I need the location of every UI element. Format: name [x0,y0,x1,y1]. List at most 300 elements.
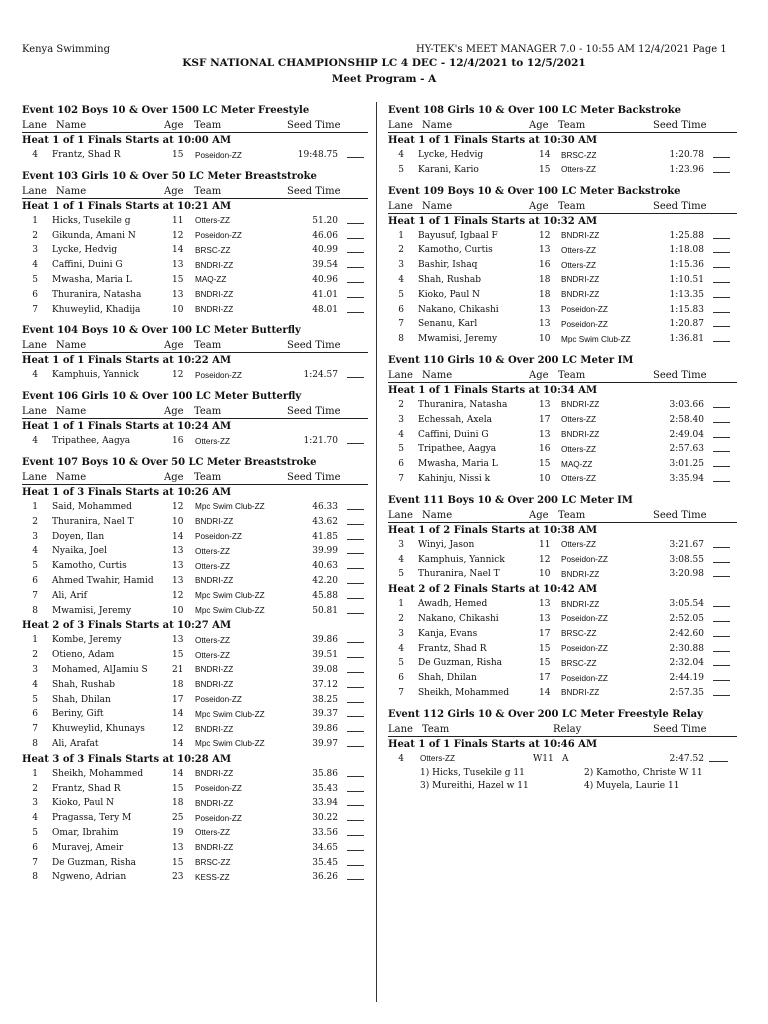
swimmer-name: Lycke, Hedvig [418,150,484,160]
swimmer-row [22,258,368,273]
team: Poseidon-ZZ [561,319,608,329]
team: BNDRI-ZZ [561,400,600,410]
column-header [22,185,368,199]
seed-time: 3:35.94 [669,473,704,484]
result-blank [347,731,364,732]
swimmer-row [22,515,368,530]
lane: 3 [398,539,404,550]
relay-swimmer: 4) Muyela, Laurie 11 [584,780,680,791]
swimmer-row [388,442,737,457]
column-header [388,200,737,214]
seed-time: 1:20.87 [669,319,704,330]
team: BNDRI-ZZ [195,290,234,300]
lane: 4 [32,436,38,447]
swimmer-name: Otieno, Adam [52,650,115,661]
age: 12 [172,501,184,512]
swimmer-row [22,148,368,163]
seed-time: 39.86 [312,724,338,735]
event-block [22,456,368,885]
age: 13 [172,575,184,586]
swimmer-name: Said, Mohammed [52,501,132,512]
age: 13 [539,245,551,256]
column-header [22,119,368,133]
swimmer-name: Karani, Kario [418,164,479,175]
event-block [22,104,368,163]
team: MAQ-ZZ [195,275,227,285]
result-blank [713,680,730,681]
lane: 4 [32,150,38,160]
team: BNDRI-ZZ [195,665,234,675]
column-header [388,723,737,737]
swimmer-row [22,589,368,604]
age: 14 [172,245,184,256]
lane: 1 [32,215,38,226]
lane-label: Lane [388,200,413,212]
age: 25 [172,813,184,824]
age: 19 [172,827,184,838]
seed-time: 2:52.05 [669,613,704,624]
result-blank [347,598,364,599]
lane: 5 [398,569,404,580]
age: 11 [172,215,184,226]
lane: 6 [398,673,404,684]
lane: 2 [398,399,404,410]
name-label: Name [422,369,453,381]
lane-label: Lane [22,471,47,483]
swimmer-row [388,148,737,163]
age: 21 [172,664,184,675]
lane: 4 [32,813,38,824]
heat-label: Heat 1 of 1 Finals Starts at 10:24 AM [22,421,232,433]
swimmer-row [388,398,737,413]
result-blank [347,850,364,851]
lane: 3 [398,260,404,271]
result-blank [347,157,364,158]
swimmer-row [22,559,368,574]
seed-label: Seed Time [653,723,707,735]
swimmer-row [22,633,368,648]
lane: 6 [32,289,38,300]
seed-time: 35.43 [312,783,338,794]
swimmer-name: De Guzman, Risha [418,658,502,669]
seed-time: 46.06 [312,230,338,241]
result-blank [347,716,364,717]
team: Mpc Swim Club-ZZ [195,709,265,719]
team: KESS-ZZ [195,872,230,882]
seed-time: 39.86 [312,635,338,646]
lane: 3 [32,664,38,675]
lane: 4 [32,679,38,690]
team: Mpc Swim Club-ZZ [195,591,265,601]
team: Otters-ZZ [561,540,597,550]
swimmer-name: Gikunda, Amani N [52,230,136,241]
relay-swimmer: 1) Hicks, Tusekile g 11 [420,767,525,778]
team: Otters-ZZ [195,635,231,645]
age: 12 [172,590,184,601]
lane: 2 [32,650,38,661]
event-title: Event 112 Girls 10 & Over 200 LC Meter Freestyle Relay [388,708,703,720]
team: BNDRI-ZZ [195,769,234,779]
swimmer-name: De Guzman, Risha [52,857,136,868]
name-label: Name [56,185,87,197]
swimmer-name: Thuranira, Nael T [418,569,500,580]
age: 14 [539,150,551,160]
seed-time: 40.63 [312,561,338,572]
team: BNDRI-ZZ [561,275,600,285]
result-blank [347,835,364,836]
relay-letter: A [562,753,569,764]
age: 13 [172,289,184,300]
seed-time: 1:10.51 [669,274,704,285]
seed-time: 2:58.40 [669,414,704,425]
result-blank [713,407,730,408]
age: 18 [539,274,551,285]
team: Poseidon-ZZ [195,532,242,542]
result-blank [347,509,364,510]
lane: 6 [398,459,404,470]
event-block [22,170,368,318]
seed-time: 2:44.19 [669,673,704,684]
team: BNDRI-ZZ [561,599,600,609]
seed-time: 40.99 [312,245,338,256]
swimmer-row [22,693,368,708]
age: 13 [539,399,551,410]
team: Mpc Swim Club-ZZ [195,739,265,749]
result-blank [347,312,364,313]
age: 12 [172,370,184,381]
age: 10 [172,304,184,315]
result-blank [347,267,364,268]
swimmer-row [22,663,368,678]
age: 15 [539,658,551,669]
swimmer-row [22,782,368,797]
swimmer-name: Kamotho, Curtis [418,245,493,256]
swimmer-row [22,434,368,449]
team-label: Team [194,185,222,197]
seed-time: 40.96 [312,274,338,285]
column-header [22,471,368,485]
swimmer-row [22,841,368,856]
swimmer-name: Lycke, Hedvig [52,245,118,256]
swimmer-row [388,163,737,178]
swimmer-row [388,317,737,332]
lane: 3 [398,414,404,425]
age: 12 [172,724,184,735]
result-blank [713,437,730,438]
swimmer-name: Doyen, Ilan [52,531,105,542]
team: Poseidon-ZZ [561,614,608,624]
team: Otters-ZZ [561,444,597,454]
age: 18 [172,798,184,809]
swimmer-name: Shah, Rushab [418,274,481,285]
age: 15 [539,164,551,175]
swimmer-row [22,767,368,782]
lane: 7 [398,473,404,484]
swimmer-row [22,574,368,589]
lane: 1 [398,230,404,241]
result-blank [713,341,730,342]
lane: 1 [32,768,38,779]
result-blank [347,642,364,643]
swimmer-name: Omar, Ibrahim [52,827,119,838]
team-label: Team [194,340,222,352]
lane: 5 [398,658,404,669]
swimmer-name: Ngweno, Adrian [52,872,127,883]
lane: 8 [32,605,38,616]
age: 14 [172,738,184,749]
event-title: Event 103 Girls 10 & Over 50 LC Meter Breaststroke [22,170,317,182]
lane: 3 [32,531,38,542]
swimmer-name: Caffini, Duini G [418,429,489,440]
event-block [22,390,368,449]
lane: 5 [32,561,38,572]
swimmer-row [388,656,737,671]
seed-label: Seed Time [287,185,341,197]
age: 23 [172,872,184,883]
seed-time: 1:36.81 [669,334,704,345]
lane-label: Lane [388,120,413,131]
seed-time: 2:32.04 [669,658,704,669]
team: BNDRI-ZZ [561,430,600,440]
lane: 6 [32,842,38,853]
result-blank [713,695,730,696]
age: 15 [172,650,184,661]
swimmer-row [22,826,368,841]
age: 17 [539,414,551,425]
result-blank [347,805,364,806]
lane: 7 [398,319,404,330]
swimmer-name: Shah, Rushab [52,679,115,690]
swimmer-name: Echessah, Axela [418,414,492,425]
result-blank [347,583,364,584]
lane: 2 [398,245,404,256]
age: 10 [539,569,551,580]
lane-label: Lane [22,340,47,352]
seed-time: 1:15.83 [669,304,704,315]
seed-time: 2:57.35 [669,687,704,698]
seed-label: Seed Time [287,406,341,418]
event-title: Event 111 Boys 10 & Over 200 LC Meter IM [388,494,633,506]
team: Otters-ZZ [561,260,597,270]
result-blank [713,422,730,423]
event-title: Event 110 Girls 10 & Over 200 LC Meter IM [388,354,634,366]
team: BNDRI-ZZ [561,569,600,579]
event-112 [388,708,737,793]
swimmer-row [388,303,737,318]
age-label: Age [529,369,549,381]
team-label: Team [194,120,222,131]
team: BNDRI-ZZ [195,798,234,808]
header-left: Kenya Swimming [22,44,110,55]
result-blank [347,238,364,239]
team: Otters-ZZ [420,754,456,764]
swimmer-name: Senanu, Karl [418,319,478,330]
age: 11 [539,539,551,550]
name-label: Name [56,120,87,131]
result-blank [713,326,730,327]
relay-swimmer: 2) Kamotho, Christe W 11 [584,767,703,778]
event-block [388,494,737,701]
result-blank [713,481,730,482]
lane: 6 [398,304,404,315]
team: BNDRI-ZZ [195,576,234,586]
swimmer-row [388,597,737,612]
lane: 7 [32,590,38,601]
swimmer-row [388,686,737,701]
age: 10 [172,516,184,527]
seed-time: 39.08 [312,664,338,675]
lane: 4 [398,753,404,764]
result-blank [347,613,364,614]
age: 14 [172,531,184,542]
swimmer-row [22,604,368,619]
team: BRSC-ZZ [561,658,597,668]
event-block [388,354,737,487]
swimmer-name: Kioko, Paul N [52,798,115,809]
lane: 5 [398,164,404,175]
heat-label: Heat 1 of 1 Finals Starts at 10:34 AM [388,384,598,396]
event-title: Event 106 Girls 10 & Over 100 LC Meter Butterfly [22,391,302,403]
seed-time: 48.01 [312,304,338,315]
name-label: Name [422,120,453,131]
heat-label: Heat 1 of 1 Finals Starts at 10:21 AM [22,200,232,212]
swimmer-row [388,288,737,303]
result-blank [713,297,730,298]
seed-time: 37.12 [312,679,338,690]
heat-label: Heat 1 of 1 Finals Starts at 10:00 AM [22,135,232,146]
swimmer-row [22,544,368,559]
team: Mpc Swim Club-ZZ [195,502,265,512]
lane: 5 [32,274,38,285]
result-blank [713,636,730,637]
seed-time: 1:18.08 [669,245,704,256]
age: 12 [539,554,551,565]
team: Otters-ZZ [195,546,231,556]
seed-time: 19:48.75 [297,150,338,160]
age: 15 [172,274,184,285]
lane: 5 [398,444,404,455]
swimmer-row [388,642,737,657]
lane: 8 [32,872,38,883]
seed-time: 33.94 [312,798,338,809]
team: Otters-ZZ [561,245,597,255]
swimmer-row [22,707,368,722]
swimmer-row [22,678,368,693]
lane-label: Lane [388,509,413,521]
swimmer-row [22,368,368,383]
result-blank [713,466,730,467]
swimmer-name: Ali, Arif [52,590,87,601]
lane: 8 [32,738,38,749]
result-blank [347,687,364,688]
lane: 4 [398,643,404,654]
age: 18 [539,289,551,300]
swimmer-name: Mwasha, Maria L [52,274,132,285]
heat-label: Heat 1 of 2 Finals Starts at 10:38 AM [388,524,598,536]
seed-time: 39.97 [312,738,338,749]
age: 12 [172,230,184,241]
seed-label: Seed Time [287,340,341,352]
team: MAQ-ZZ [561,459,593,469]
team: BRSC-ZZ [561,150,597,160]
lane-label: Lane [388,369,413,381]
result-blank [713,651,730,652]
lane: 3 [32,245,38,256]
team: Poseidon-ZZ [561,555,608,565]
age: 13 [172,842,184,853]
swimmer-row [388,567,737,582]
seed-time: 39.37 [312,709,338,720]
age: 13 [539,429,551,440]
swimmer-row [388,413,737,428]
swimmer-name: Shah, Dhilan [52,694,111,705]
swimmer-name: Kamphuis, Yannick [52,370,139,381]
swimmer-row [22,811,368,826]
result-blank [347,820,364,821]
team: Otters-ZZ [195,216,231,226]
age: 15 [172,783,184,794]
age: 16 [539,444,551,455]
lane: 3 [32,798,38,809]
swimmer-name: Winyi, Jason [418,539,475,550]
lane: 8 [398,334,404,345]
seed-time: 3:01.25 [669,459,704,470]
age-label: Age [164,471,184,483]
event-title: Event 107 Boys 10 & Over 50 LC Meter Breaststroke [22,456,317,468]
age: 14 [172,709,184,720]
lane: 2 [32,230,38,241]
event-title: Event 104 Boys 10 & Over 100 LC Meter Butterfly [22,325,301,337]
seed-label: Seed Time [287,471,341,483]
swimmer-row [22,229,368,244]
seed-time: 2:30.88 [669,643,704,654]
seed-time: 41.01 [312,289,338,300]
swimmer-name: Kahinju, Nissi k [418,473,491,484]
swimmer-name: Caffini, Duini G [52,260,123,271]
team: Mpc Swim Club-ZZ [561,334,631,344]
team: Poseidon-ZZ [195,695,242,705]
team: BNDRI-ZZ [195,680,234,690]
seed-label: Seed Time [653,120,707,131]
event-block [388,104,737,178]
seed-time: 1:15.36 [669,260,704,271]
team: BRSC-ZZ [195,245,231,255]
result-blank [713,562,730,563]
seed-time: 1:23.96 [669,164,704,175]
lane: 4 [398,150,404,160]
seed-time: 3:20.98 [669,569,704,580]
name-label: Name [422,509,453,521]
swimmer-row [388,553,737,568]
seed-time: 1:25.88 [669,230,704,241]
team: Otters-ZZ [561,165,597,175]
result-blank [713,451,730,452]
heat-label: Heat 1 of 1 Finals Starts at 10:30 AM [388,135,598,146]
team: Otters-ZZ [195,828,231,838]
team: Otters-ZZ [561,474,597,484]
result-blank [347,568,364,569]
lane: 1 [32,635,38,646]
result-blank [713,312,730,313]
swimmer-row [22,856,368,871]
team-label: Team [194,471,222,483]
swimmer-name: Muravej, Ameir [52,842,124,853]
age: 17 [539,673,551,684]
team: Otters-ZZ [561,415,597,425]
result-blank [713,547,730,548]
seed-time: 33.56 [312,827,338,838]
team: Otters-ZZ [195,561,231,571]
